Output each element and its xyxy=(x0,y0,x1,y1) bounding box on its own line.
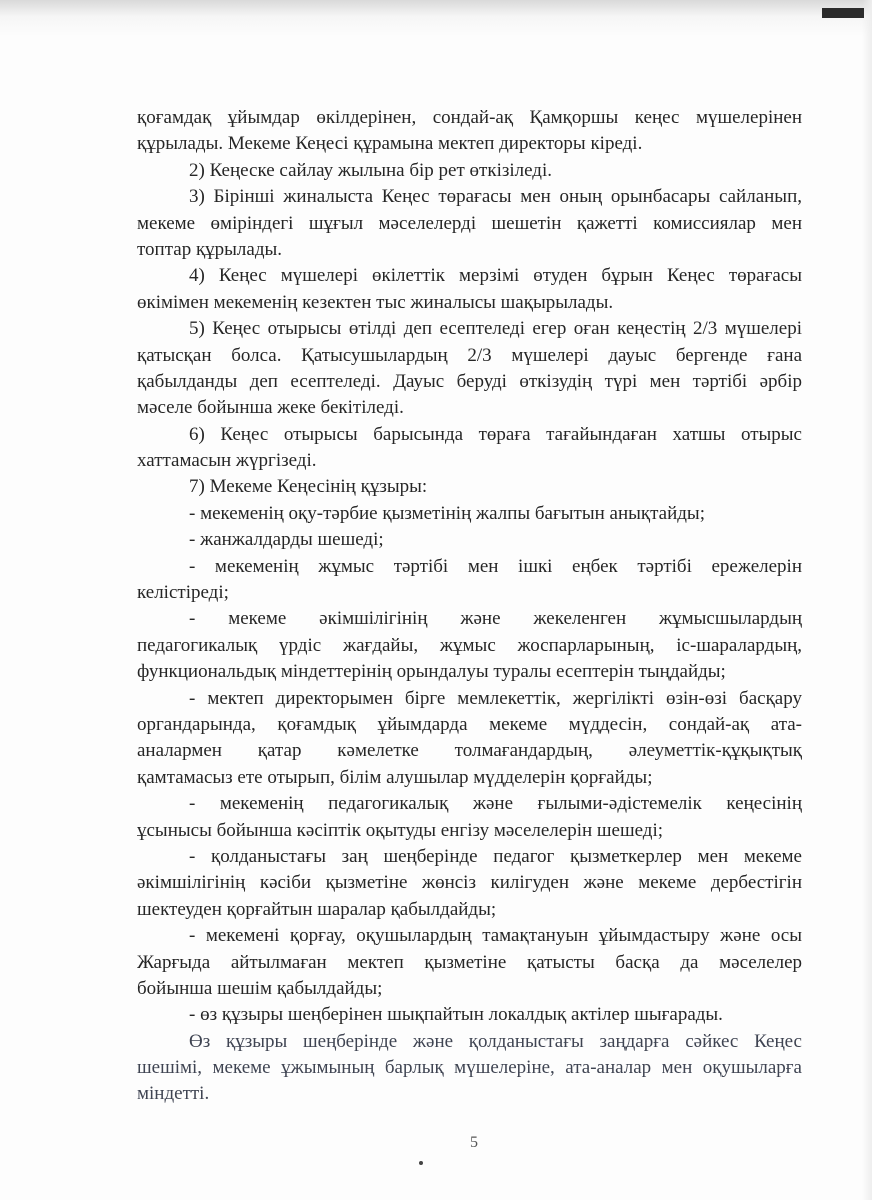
text-line: хаттамасын жүргізеді. xyxy=(137,450,317,472)
text-line: қабылданды деп есептеледі. Дауыс беруді өткізудің түрі мен тәртібі әрбір xyxy=(137,370,802,392)
text-line: - жанжалдарды шешеді; xyxy=(189,529,384,551)
text-line: ұсынысы бойынша кәсіптік оқытуды енгізу мәселелерін шешеді; xyxy=(137,819,664,841)
scan-edge xyxy=(862,0,872,1200)
text-line: аналармен қатар кәмелетке толмағандардың, әлеуметтік-құқықтық xyxy=(137,740,802,762)
text-line: - мекемені қорғау, оқушылардың тамақтануын ұйымдастыру және осы xyxy=(189,925,802,947)
scanner-mark xyxy=(822,8,864,18)
clause-2-elections xyxy=(137,158,802,184)
document-body xyxy=(137,105,802,1108)
page-number: 5 xyxy=(470,1134,478,1151)
text-line: қатысқан болса. Қатысушылардың 2/3 мүшелері дауыс бергенде ғана xyxy=(137,344,802,366)
text-line: 7) Мекеме Кеңесінің құзыры: xyxy=(189,476,428,498)
text-line: құрылады. Мекеме Кеңесі құрамына мектеп директоры кіреді. xyxy=(137,133,643,155)
competence-item xyxy=(137,844,802,923)
text-line: міндетті. xyxy=(137,1083,210,1105)
text-line: топтар құрылады. xyxy=(137,238,283,260)
competence-item xyxy=(137,923,802,1002)
text-line: қамтамасыз ете отырып, білім алушылар мүдделерін қорғайды; xyxy=(137,766,653,788)
competence-item xyxy=(137,554,802,607)
text-line: келістіреді; xyxy=(137,582,229,604)
text-line: органдарында, қоғамдық ұйымдарда мекеме мүддесін, сондай-ақ ата- xyxy=(137,713,802,735)
text-line: шектеуден қорғайтын шаралар қабылдайды; xyxy=(137,898,497,920)
text-line: өкімімен мекеменің кезектен тыс жиналысы шақырылады. xyxy=(137,291,614,313)
text-line: - мектеп директорымен бірге мемлекеттік, жергілікті өзін-өзі басқару xyxy=(189,687,802,709)
text-line: - қолданыстағы заң шеңберінде педагог қызметкерлер мен мекеме xyxy=(189,845,802,867)
text-line: 3) Бірінші жиналыста Кеңес төрағасы мен оның орынбасары сайланып, xyxy=(189,186,802,208)
clause-7-competence-heading xyxy=(137,474,802,500)
text-line: шешімі, мекеме ұжымының барлық мүшелеріне, ата-аналар мен оқушыларға xyxy=(137,1057,802,1079)
text-line: - өз құзыры шеңберінен шықпайтын локалдық актілер шығарады. xyxy=(189,1004,723,1026)
paragraph-binding-decisions xyxy=(137,1029,802,1108)
text-line: педагогикалық үрдіс жағдайы, жұмыс жоспарларының, іс-шаралардың, xyxy=(137,634,802,656)
competence-item xyxy=(137,527,802,553)
text-line: Өз құзыры шеңберінде және қолданыстағы заңдарға сәйкес Кеңес xyxy=(189,1030,802,1052)
competence-item xyxy=(137,791,802,844)
clause-5-quorum xyxy=(137,316,802,422)
text-line: 6) Кеңес отырысы барысында төраға тағайындаған хатшы отырыс xyxy=(189,423,802,445)
clause-3-first-meeting xyxy=(137,184,802,263)
text-line: мекеме өміріндегі шұғыл мәселелерді шешетін қажетті комиссиялар мен xyxy=(137,212,802,234)
paragraph-council-composition xyxy=(137,105,802,158)
text-line: - мекеменің педагогикалық және ғылыми-әдістемелік кеңесінің xyxy=(189,793,802,815)
clause-4-extraordinary-meeting xyxy=(137,263,802,316)
text-line: қоғамдақ ұйымдар өкілдерінен, сондай-ақ Қамқоршы кеңес мүшелерінен xyxy=(137,107,802,128)
text-line: Жарғыда айтылмаған мектеп қызметіне қатысты басқа да мәселелер xyxy=(137,951,802,973)
text-line: - мекеменің оқу-тәрбие қызметінің жалпы бағытын анықтайды; xyxy=(189,502,705,524)
scan-speck xyxy=(419,1161,423,1165)
text-line: 5) Кеңес отырысы өтілді деп есептеледі егер оған кеңестің 2/3 мүшелері xyxy=(189,318,802,340)
competence-item xyxy=(137,1002,802,1028)
scan-shadow xyxy=(0,0,872,36)
text-line: 2) Кеңеске сайлау жылына бір рет өткізіледі. xyxy=(189,159,553,181)
text-line: әкімшілігінің кәсіби қызметіне жөнсіз килігуден және мекеме дербестігін xyxy=(137,872,802,894)
competence-item xyxy=(137,686,802,792)
competence-item xyxy=(137,606,802,685)
text-line: 4) Кеңес мүшелері өкілеттік мерзімі өтуден бұрын Кеңес төрағасы xyxy=(189,265,802,287)
text-line: - мекеме әкімшілігінің және жекеленген жұмысшылардың xyxy=(189,608,802,630)
text-line: мәселе бойынша жеке бекітіледі. xyxy=(137,397,404,419)
competence-item xyxy=(137,501,802,527)
text-line: функциональдық міндеттерінің орындалуы туралы есептерін тыңдайды; xyxy=(137,661,726,683)
text-line: - мекеменің жұмыс тәртібі мен ішкі еңбек тәртібі ережелерін xyxy=(189,555,802,577)
text-line: бойынша шешім қабылдайды; xyxy=(137,977,383,999)
clause-6-minutes xyxy=(137,422,802,475)
